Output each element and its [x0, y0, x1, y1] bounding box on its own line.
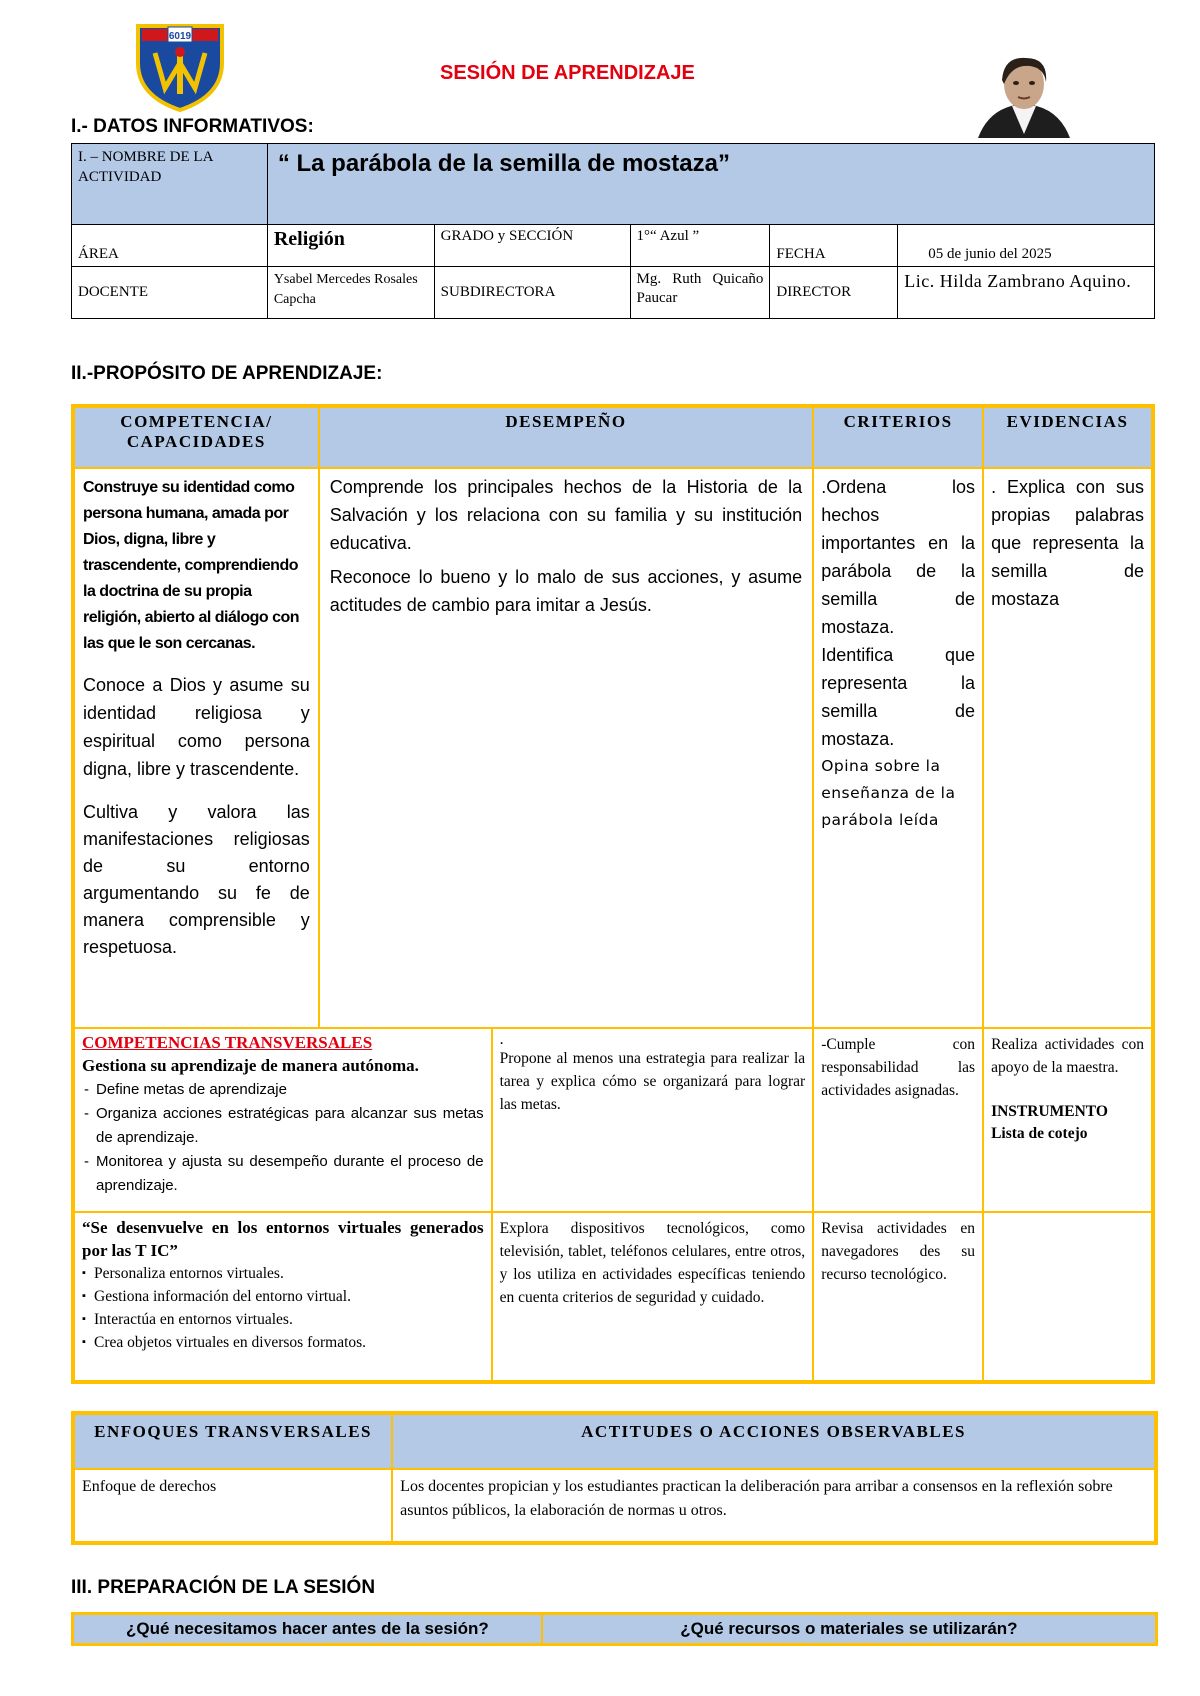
header-competencia: COMPETENCIA/ CAPACIDADES: [73, 406, 319, 468]
evidencia-1: . Explica con sus propias palabras que representa la semilla de mostaza: [991, 477, 1144, 609]
docente-label: DOCENTE: [72, 267, 268, 319]
transversal-2-criterio-cell: [813, 1212, 983, 1382]
page-title: SESIÓN DE APRENDIZAJE: [440, 62, 695, 84]
transversal-1-cell: [73, 1028, 492, 1212]
datos-informativos-table: [71, 143, 1155, 319]
school-crest-logo: [130, 18, 230, 113]
area-label: ÁREA: [72, 225, 268, 267]
criterio-3: Opina sobre la enseñanza de la parábola leída: [821, 757, 956, 829]
fecha-value: 05 de junio del 2025: [898, 225, 1155, 267]
section-1-heading: I.- DATOS INFORMATIVOS:: [71, 116, 314, 137]
docente-value: Ysabel Mercedes Rosales Capcha: [267, 267, 434, 319]
transversal-2-desempeno-cell: [492, 1212, 814, 1382]
criterios-cell: [813, 468, 983, 1028]
header-evidencias: EVIDENCIAS: [983, 406, 1153, 468]
activity-label: I. – NOMBRE DE LA ACTIVIDAD: [72, 144, 268, 225]
transversal-1-evidencia: Realiza actividades con apoyo de la maestra.: [991, 1036, 1144, 1076]
header-enfoques: ENFOQUES TRANSVERSALES: [73, 1413, 392, 1469]
area-value: Religión: [267, 225, 434, 267]
transversal-2-cell: [73, 1212, 492, 1382]
transversal-2-criterio: Revisa actividades en navegadores des su recurso tecnológico.: [821, 1220, 976, 1283]
desempeno-cell: [319, 468, 813, 1028]
activity-name: “ La parábola de la semilla de mostaza”: [267, 144, 1154, 225]
section-2-heading: II.-PROPÓSITO DE APRENDIZAJE:: [71, 363, 383, 384]
transversal-1-desempeno: Propone al menos una estrategia para realizar la tarea y explica cómo se organizará para lograr las metas.: [499, 1050, 806, 1113]
transversal-1-criterio: -Cumple con responsabilidad las actividades asignadas.: [821, 1036, 976, 1099]
enfoque-cell: Enfoque de derechos: [73, 1469, 392, 1543]
header-criterios: CRITERIOS: [813, 406, 983, 468]
grado-value: 1°“ Azul ”: [630, 225, 770, 267]
section-3-heading: III. PREPARACIÓN DE LA SESIÓN: [71, 1577, 376, 1598]
evidencias-cell: [983, 468, 1153, 1028]
header-antes-sesion: ¿Qué necesitamos hacer antes de la sesión?: [73, 1614, 542, 1645]
crest-number: 6019: [168, 31, 192, 42]
transversal-2-capacidad: ▪ Personaliza entornos virtuales.: [94, 1262, 484, 1285]
actitud-cell: Los docentes propician y los estudiantes practican la deliberación para arribar a consensos en la reflexión sobre asuntos públicos, la elaboración de normas u otros.: [392, 1469, 1156, 1543]
instrumento-value: Lista de cotejo: [991, 1125, 1088, 1142]
criterio-1: .Ordena los hechos importantes en la parábola de la semilla de mostaza.: [821, 477, 976, 637]
competencia-cell: [73, 468, 319, 1028]
portrait-image: [960, 50, 1088, 138]
subdirectora-label: SUBDIRECTORA: [434, 267, 630, 319]
header-desempeno: DESEMPEÑO: [319, 406, 813, 468]
transversal-1-desempeno-cell: [492, 1028, 814, 1212]
transversal-2-capacidades: [82, 1262, 484, 1354]
desempeno-1: Comprende los principales hechos de la Historia de la Salvación y los relaciona con su familia y su institución educativa.: [329, 477, 803, 553]
transversal-1-competencia: Gestiona su aprendizaje de manera autónoma.: [82, 1056, 419, 1075]
transversal-2-competencia: “Se desenvuelve en los entornos virtuales generados por las T IC”: [82, 1218, 484, 1260]
competencia-main: Construye su identidad como persona humana, amada por Dios, digna, libre y trascendente, comprendiendo la doctrina de su propia religión, abierto al diálogo con las que le son cercanas.: [83, 479, 300, 652]
capacidad-2: Cultiva y valora las manifestaciones religiosas de su entorno argumentando su fe de manera comprensible y respetuosa.: [83, 802, 310, 957]
header-recursos: ¿Qué recursos o materiales se utilizarán?: [542, 1614, 1157, 1645]
transversal-2-capacidad: ▪ Interactúa en entornos virtuales.: [94, 1308, 484, 1331]
transversal-1-capacidades: [82, 1078, 484, 1198]
director-value: Lic. Hilda Zambrano Aquino.: [898, 267, 1155, 319]
grado-label: GRADO y SECCIÓN: [434, 225, 630, 267]
criterio-2: Identifica que representa la semilla de mostaza.: [821, 645, 976, 749]
transversal-2-capacidad: ▪ Gestiona información del entorno virtual.: [94, 1285, 484, 1308]
header-actitudes: ACTITUDES O ACCIONES OBSERVABLES: [392, 1413, 1156, 1469]
transversal-1-capacidad: - Organiza acciones estratégicas para alcanzar sus metas de aprendizaje.: [96, 1102, 484, 1150]
desempeno-2: Reconoce lo bueno y lo malo de sus acciones, y asume actitudes de cambio para imitar a Jesús.: [329, 567, 803, 615]
transversal-1-evidencia-cell: [983, 1028, 1153, 1212]
transversal-2-desempeno: Explora dispositivos tecnológicos, como televisión, tablet, teléfonos celulares, entre otros, y los utiliza en actividades específicas teniendo en cuenta criterios de seguridad y cuidado.: [499, 1220, 806, 1306]
transversales-title: COMPETENCIAS TRANSVERSALES: [82, 1033, 373, 1052]
fecha-label: FECHA: [770, 225, 898, 267]
transversal-1-dot: .: [499, 1031, 504, 1048]
capacidad-1: Conoce a Dios y asume su identidad religiosa y espiritual como persona digna, libre y trascendente.: [83, 675, 310, 779]
subdirectora-value: Mg. Ruth Quicaño Paucar: [630, 267, 770, 319]
instrumento-label: INSTRUMENTO: [991, 1103, 1108, 1120]
preparacion-table: [71, 1612, 1158, 1646]
transversal-1-capacidad: - Define metas de aprendizaje: [96, 1078, 484, 1102]
transversal-1-criterio-cell: [813, 1028, 983, 1212]
director-label: DIRECTOR: [770, 267, 898, 319]
enfoques-table: [71, 1411, 1158, 1545]
transversal-2-capacidad: ▪ Crea objetos virtuales en diversos formatos.: [94, 1331, 484, 1354]
proposito-table: [71, 404, 1155, 1384]
transversal-1-capacidad: - Monitorea y ajusta su desempeño durante el proceso de aprendizaje.: [96, 1150, 484, 1198]
transversal-2-evidencia-cell: [983, 1212, 1153, 1382]
